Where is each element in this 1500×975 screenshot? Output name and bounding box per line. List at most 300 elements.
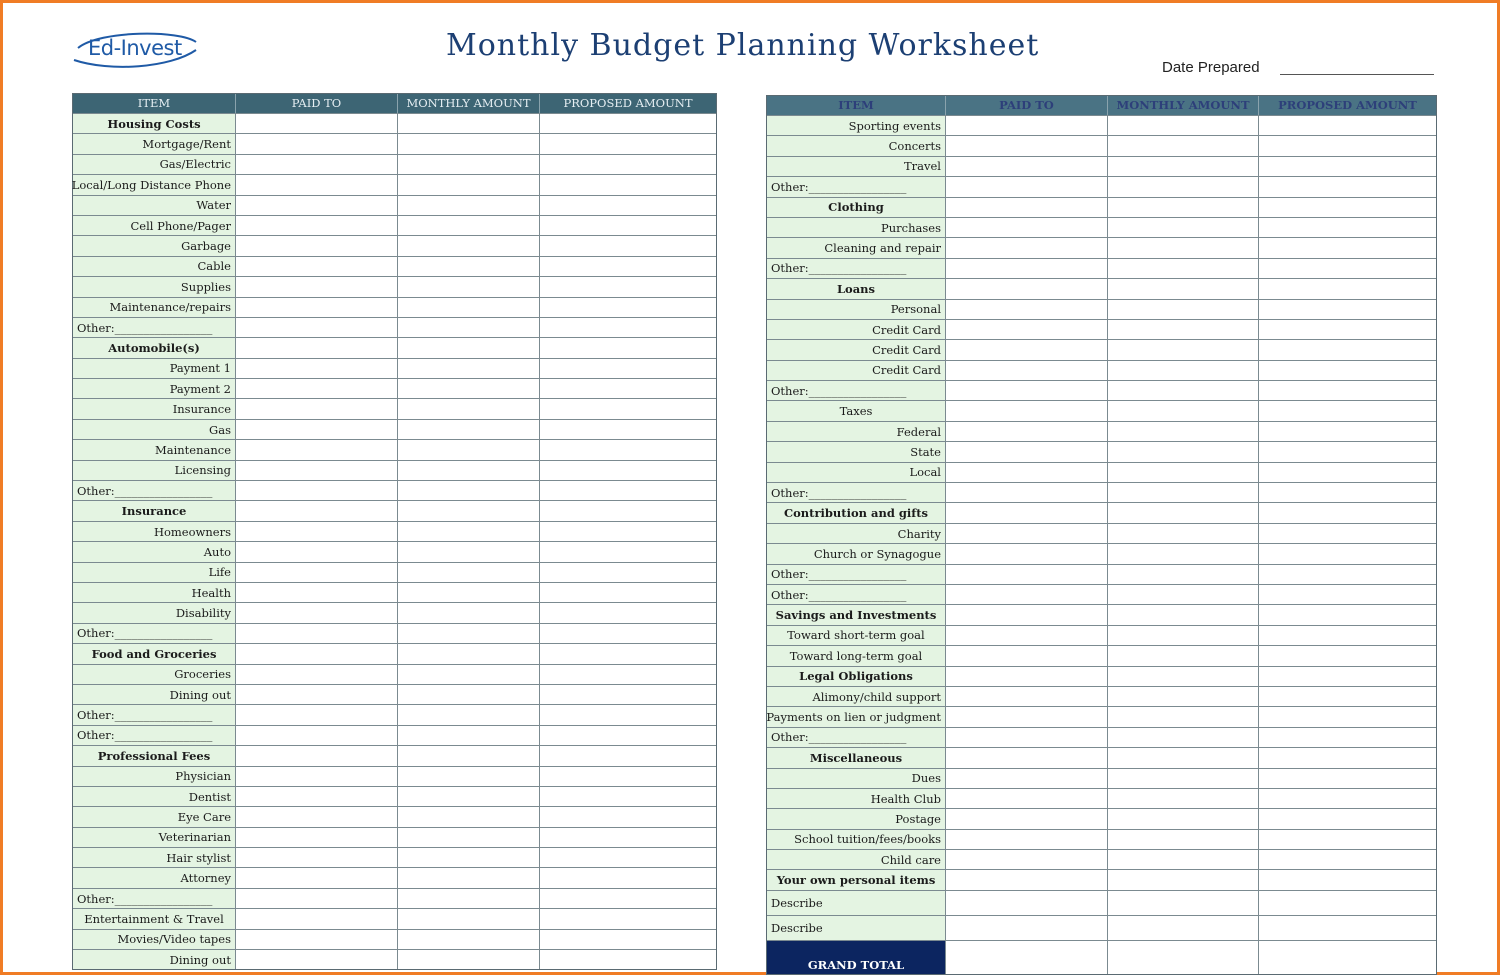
proposed-amount-cell[interactable] <box>540 318 716 337</box>
item-label: Other:_________________ <box>73 889 236 908</box>
paid-to-cell[interactable] <box>946 646 1108 665</box>
table-row <box>73 419 716 439</box>
table-row <box>767 237 1436 257</box>
proposed-amount-cell[interactable] <box>540 563 716 582</box>
paid-to-cell[interactable] <box>946 789 1108 808</box>
proposed-amount-cell[interactable] <box>1259 667 1436 686</box>
monthly-amount-cell[interactable] <box>1108 544 1259 563</box>
paid-to-cell[interactable] <box>236 705 398 724</box>
paid-to-cell[interactable] <box>236 522 398 541</box>
table-row <box>73 460 716 480</box>
item-label: Concerts <box>767 136 946 155</box>
proposed-amount-cell[interactable] <box>1259 198 1436 217</box>
monthly-amount-cell[interactable] <box>398 542 540 561</box>
paid-to-cell[interactable] <box>236 868 398 887</box>
table-row <box>767 915 1436 940</box>
proposed-amount-cell[interactable] <box>540 522 716 541</box>
proposed-amount-cell[interactable] <box>540 726 716 745</box>
monthly-amount-cell[interactable] <box>1108 340 1259 359</box>
paid-to-cell[interactable] <box>236 542 398 561</box>
table-row <box>767 727 1436 747</box>
proposed-amount-cell[interactable] <box>540 440 716 459</box>
monthly-amount-cell[interactable] <box>1108 687 1259 706</box>
monthly-amount-cell[interactable] <box>398 930 540 949</box>
proposed-amount-cell[interactable] <box>1259 136 1436 155</box>
paid-to-cell[interactable] <box>946 259 1108 278</box>
monthly-amount-cell[interactable] <box>1108 646 1259 665</box>
proposed-amount-cell[interactable] <box>540 868 716 887</box>
monthly-amount-cell[interactable] <box>1108 891 1259 915</box>
monthly-amount-cell[interactable] <box>398 359 540 378</box>
paid-to-cell[interactable] <box>236 563 398 582</box>
table-row <box>73 133 716 153</box>
paid-to-cell[interactable] <box>946 442 1108 461</box>
monthly-amount-cell[interactable] <box>398 461 540 480</box>
monthly-amount-cell[interactable] <box>1108 177 1259 196</box>
monthly-amount-cell[interactable] <box>398 685 540 704</box>
paid-to-cell[interactable] <box>946 300 1108 319</box>
paid-to-cell[interactable] <box>236 461 398 480</box>
paid-to-cell[interactable] <box>236 501 398 520</box>
item-label: Other:_________________ <box>73 481 236 500</box>
monthly-amount-cell[interactable] <box>1108 626 1259 645</box>
paid-to-cell[interactable] <box>236 624 398 643</box>
paid-to-cell[interactable] <box>946 116 1108 135</box>
proposed-amount-cell[interactable] <box>540 175 716 194</box>
proposed-amount-cell[interactable] <box>540 338 716 357</box>
paid-to-cell[interactable] <box>946 157 1108 176</box>
monthly-amount-cell[interactable] <box>1108 136 1259 155</box>
paid-to-cell[interactable] <box>236 746 398 765</box>
proposed-amount-cell[interactable] <box>540 767 716 786</box>
table-row <box>73 643 716 663</box>
proposed-amount-cell[interactable] <box>1259 728 1436 747</box>
proposed-amount-cell[interactable] <box>540 746 716 765</box>
monthly-amount-cell[interactable] <box>1108 320 1259 339</box>
proposed-amount-cell[interactable] <box>1259 238 1436 257</box>
paid-to-cell[interactable] <box>236 909 398 928</box>
monthly-amount-cell[interactable] <box>398 196 540 215</box>
proposed-amount-cell[interactable] <box>540 298 716 317</box>
paid-to-cell[interactable] <box>236 950 398 969</box>
proposed-amount-cell[interactable] <box>540 950 716 969</box>
monthly-amount-cell[interactable] <box>1108 279 1259 298</box>
proposed-amount-cell[interactable] <box>540 461 716 480</box>
monthly-amount-cell[interactable] <box>1108 789 1259 808</box>
paid-to-cell[interactable] <box>236 134 398 153</box>
paid-to-cell[interactable] <box>236 644 398 663</box>
monthly-amount-cell[interactable] <box>398 155 540 174</box>
proposed-amount-cell[interactable] <box>1259 279 1436 298</box>
item-label: Dining out <box>73 950 236 969</box>
paid-to-cell[interactable] <box>236 828 398 847</box>
monthly-amount-cell[interactable] <box>1108 941 1259 974</box>
monthly-amount-cell[interactable] <box>398 236 540 255</box>
item-label: Legal Obligations <box>767 667 946 686</box>
monthly-amount-cell[interactable] <box>398 134 540 153</box>
proposed-amount-cell[interactable] <box>1259 544 1436 563</box>
proposed-amount-cell[interactable] <box>1259 340 1436 359</box>
proposed-amount-cell[interactable] <box>540 420 716 439</box>
paid-to-cell[interactable] <box>236 216 398 235</box>
table-row <box>73 949 716 969</box>
monthly-amount-cell[interactable] <box>1108 667 1259 686</box>
paid-to-cell[interactable] <box>946 626 1108 645</box>
proposed-amount-cell[interactable] <box>1259 565 1436 584</box>
proposed-amount-cell[interactable] <box>540 583 716 602</box>
date-prepared-field[interactable] <box>1280 74 1434 75</box>
monthly-amount-cell[interactable] <box>398 624 540 643</box>
monthly-amount-cell[interactable] <box>398 746 540 765</box>
paid-to-cell[interactable] <box>236 114 398 133</box>
paid-to-cell[interactable] <box>946 218 1108 237</box>
proposed-amount-cell[interactable] <box>1259 463 1436 482</box>
proposed-amount-cell[interactable] <box>540 807 716 826</box>
proposed-amount-cell[interactable] <box>540 399 716 418</box>
proposed-amount-cell[interactable] <box>1259 381 1436 400</box>
paid-to-cell[interactable] <box>946 830 1108 849</box>
monthly-amount-cell[interactable] <box>1108 916 1259 940</box>
item-label: Credit Card <box>767 320 946 339</box>
proposed-amount-cell[interactable] <box>1259 809 1436 828</box>
paid-to-cell[interactable] <box>946 809 1108 828</box>
monthly-amount-cell[interactable] <box>398 501 540 520</box>
monthly-amount-cell[interactable] <box>1108 850 1259 869</box>
proposed-amount-cell[interactable] <box>1259 524 1436 543</box>
proposed-amount-cell[interactable] <box>1259 891 1436 915</box>
proposed-amount-cell[interactable] <box>1259 503 1436 522</box>
proposed-amount-cell[interactable] <box>1259 116 1436 135</box>
table-row <box>767 869 1436 889</box>
table-row <box>767 400 1436 420</box>
paid-to-cell[interactable] <box>236 583 398 602</box>
paid-to-cell[interactable] <box>946 728 1108 747</box>
paid-to-cell[interactable] <box>946 524 1108 543</box>
monthly-amount-cell[interactable] <box>1108 116 1259 135</box>
monthly-amount-cell[interactable] <box>398 705 540 724</box>
proposed-amount-cell[interactable] <box>540 379 716 398</box>
monthly-amount-cell[interactable] <box>1108 463 1259 482</box>
proposed-amount-cell[interactable] <box>540 665 716 684</box>
monthly-amount-cell[interactable] <box>398 665 540 684</box>
paid-to-cell[interactable] <box>946 605 1108 624</box>
proposed-amount-cell[interactable] <box>540 359 716 378</box>
paid-to-cell[interactable] <box>946 687 1108 706</box>
paid-to-cell[interactable] <box>946 870 1108 889</box>
monthly-amount-cell[interactable] <box>398 216 540 235</box>
proposed-amount-cell[interactable] <box>1259 218 1436 237</box>
paid-to-cell[interactable] <box>946 503 1108 522</box>
paid-to-cell[interactable] <box>946 361 1108 380</box>
proposed-amount-cell[interactable] <box>1259 320 1436 339</box>
paid-to-cell[interactable] <box>236 318 398 337</box>
table-row <box>73 154 716 174</box>
monthly-amount-cell[interactable] <box>1108 605 1259 624</box>
monthly-amount-cell[interactable] <box>398 603 540 622</box>
table-row <box>73 623 716 643</box>
item-label: Other:_________________ <box>767 177 946 196</box>
proposed-amount-cell[interactable] <box>540 603 716 622</box>
table-row <box>73 827 716 847</box>
table-row <box>767 543 1436 563</box>
paid-to-cell[interactable] <box>946 483 1108 502</box>
paid-to-cell[interactable] <box>236 338 398 357</box>
paid-to-cell[interactable] <box>946 198 1108 217</box>
proposed-amount-cell[interactable] <box>1259 789 1436 808</box>
monthly-amount-cell[interactable] <box>1108 809 1259 828</box>
item-label: Travel <box>767 157 946 176</box>
paid-to-cell[interactable] <box>236 685 398 704</box>
paid-to-cell[interactable] <box>946 320 1108 339</box>
paid-to-cell[interactable] <box>946 177 1108 196</box>
proposed-amount-cell[interactable] <box>540 787 716 806</box>
proposed-amount-cell[interactable] <box>1259 748 1436 767</box>
item-label: Miscellaneous <box>767 748 946 767</box>
proposed-amount-cell[interactable] <box>1259 707 1436 726</box>
proposed-amount-cell[interactable] <box>540 155 716 174</box>
paid-to-cell[interactable] <box>946 340 1108 359</box>
monthly-amount-cell[interactable] <box>1108 830 1259 849</box>
proposed-amount-cell[interactable] <box>540 216 716 235</box>
monthly-amount-cell[interactable] <box>1108 585 1259 604</box>
paid-to-cell[interactable] <box>236 848 398 867</box>
proposed-amount-cell[interactable] <box>540 624 716 643</box>
monthly-amount-cell[interactable] <box>1108 748 1259 767</box>
monthly-amount-cell[interactable] <box>398 889 540 908</box>
proposed-amount-cell[interactable] <box>540 134 716 153</box>
monthly-amount-cell[interactable] <box>398 298 540 317</box>
monthly-amount-cell[interactable] <box>1108 157 1259 176</box>
paid-to-cell[interactable] <box>236 257 398 276</box>
monthly-amount-cell[interactable] <box>398 257 540 276</box>
proposed-amount-cell[interactable] <box>540 909 716 928</box>
table-row <box>767 421 1436 441</box>
table-row <box>767 502 1436 522</box>
table-row <box>767 523 1436 543</box>
paid-to-cell[interactable] <box>236 196 398 215</box>
item-label: Cleaning and repair <box>767 238 946 257</box>
item-label: Gas/Electric <box>73 155 236 174</box>
proposed-amount-cell[interactable] <box>1259 850 1436 869</box>
proposed-amount-cell[interactable] <box>1259 687 1436 706</box>
table-row <box>73 256 716 276</box>
monthly-amount-cell[interactable] <box>398 583 540 602</box>
monthly-amount-cell[interactable] <box>1108 870 1259 889</box>
proposed-amount-cell[interactable] <box>540 889 716 908</box>
monthly-amount-cell[interactable] <box>1108 565 1259 584</box>
table-row <box>767 645 1436 665</box>
paid-to-cell[interactable] <box>946 850 1108 869</box>
paid-to-cell[interactable] <box>946 891 1108 915</box>
paid-to-cell[interactable] <box>236 767 398 786</box>
proposed-amount-cell[interactable] <box>1259 361 1436 380</box>
paid-to-cell[interactable] <box>236 155 398 174</box>
monthly-amount-cell[interactable] <box>1108 769 1259 788</box>
proposed-amount-cell[interactable] <box>1259 646 1436 665</box>
proposed-amount-cell[interactable] <box>540 196 716 215</box>
monthly-amount-cell[interactable] <box>1108 300 1259 319</box>
proposed-amount-cell[interactable] <box>540 277 716 296</box>
proposed-amount-cell[interactable] <box>1259 483 1436 502</box>
monthly-amount-cell[interactable] <box>1108 442 1259 461</box>
proposed-amount-cell[interactable] <box>1259 177 1436 196</box>
paid-to-cell[interactable] <box>236 175 398 194</box>
proposed-amount-cell[interactable] <box>1259 626 1436 645</box>
monthly-amount-cell[interactable] <box>398 481 540 500</box>
item-label: Water <box>73 196 236 215</box>
monthly-amount-cell[interactable] <box>1108 198 1259 217</box>
paid-to-cell[interactable] <box>946 238 1108 257</box>
proposed-amount-cell[interactable] <box>540 481 716 500</box>
monthly-amount-cell[interactable] <box>398 318 540 337</box>
paid-to-cell[interactable] <box>236 236 398 255</box>
monthly-amount-cell[interactable] <box>1108 503 1259 522</box>
paid-to-cell[interactable] <box>946 667 1108 686</box>
item-label: Payments on lien or judgment <box>767 707 946 726</box>
monthly-amount-cell[interactable] <box>398 379 540 398</box>
table-row <box>73 766 716 786</box>
date-prepared-label: Date Prepared <box>1162 59 1260 76</box>
item-label: Postage <box>767 809 946 828</box>
monthly-amount-cell[interactable] <box>1108 238 1259 257</box>
monthly-amount-cell[interactable] <box>1108 728 1259 747</box>
monthly-amount-cell[interactable] <box>398 848 540 867</box>
item-label: Charity <box>767 524 946 543</box>
paid-to-cell[interactable] <box>236 399 398 418</box>
monthly-amount-cell[interactable] <box>1108 707 1259 726</box>
item-label: Other:_________________ <box>767 381 946 400</box>
paid-to-cell[interactable] <box>946 401 1108 420</box>
paid-to-cell[interactable] <box>236 807 398 826</box>
item-label: Other:_________________ <box>767 585 946 604</box>
paid-to-cell[interactable] <box>946 769 1108 788</box>
proposed-amount-cell[interactable] <box>540 236 716 255</box>
paid-to-cell[interactable] <box>946 279 1108 298</box>
proposed-amount-cell[interactable] <box>1259 300 1436 319</box>
paid-to-cell[interactable] <box>236 481 398 500</box>
paid-to-cell[interactable] <box>236 420 398 439</box>
paid-to-cell[interactable] <box>236 787 398 806</box>
proposed-amount-cell[interactable] <box>1259 585 1436 604</box>
monthly-amount-cell[interactable] <box>1108 401 1259 420</box>
proposed-amount-cell[interactable] <box>1259 941 1436 974</box>
monthly-amount-cell[interactable] <box>398 522 540 541</box>
monthly-amount-cell[interactable] <box>398 114 540 133</box>
item-label: Supplies <box>73 277 236 296</box>
table-row <box>767 625 1436 645</box>
monthly-amount-cell[interactable] <box>398 338 540 357</box>
paid-to-cell[interactable] <box>236 277 398 296</box>
table-row <box>73 521 716 541</box>
paid-to-cell[interactable] <box>236 298 398 317</box>
proposed-amount-cell[interactable] <box>1259 422 1436 441</box>
paid-to-cell[interactable] <box>946 463 1108 482</box>
paid-to-cell[interactable] <box>236 665 398 684</box>
item-label: Local/Long Distance Phone <box>73 175 236 194</box>
monthly-amount-cell[interactable] <box>398 909 540 928</box>
monthly-amount-cell[interactable] <box>398 787 540 806</box>
monthly-amount-cell[interactable] <box>398 277 540 296</box>
monthly-amount-cell[interactable] <box>398 807 540 826</box>
proposed-amount-cell[interactable] <box>1259 870 1436 889</box>
monthly-amount-cell[interactable] <box>1108 218 1259 237</box>
monthly-amount-cell[interactable] <box>398 767 540 786</box>
item-label: Payment 1 <box>73 359 236 378</box>
proposed-amount-cell[interactable] <box>540 848 716 867</box>
paid-to-cell[interactable] <box>946 544 1108 563</box>
monthly-amount-cell[interactable] <box>1108 381 1259 400</box>
item-label: Other:_________________ <box>767 259 946 278</box>
item-label: Garbage <box>73 236 236 255</box>
paid-to-cell[interactable] <box>946 707 1108 726</box>
proposed-amount-cell[interactable] <box>1259 401 1436 420</box>
proposed-amount-cell[interactable] <box>540 685 716 704</box>
proposed-amount-cell[interactable] <box>540 644 716 663</box>
monthly-amount-cell[interactable] <box>398 868 540 887</box>
proposed-amount-cell[interactable] <box>540 930 716 949</box>
monthly-amount-cell[interactable] <box>398 175 540 194</box>
proposed-amount-cell[interactable] <box>1259 830 1436 849</box>
paid-to-cell[interactable] <box>236 889 398 908</box>
monthly-amount-cell[interactable] <box>1108 422 1259 441</box>
paid-to-cell[interactable] <box>946 381 1108 400</box>
monthly-amount-cell[interactable] <box>398 420 540 439</box>
proposed-amount-cell[interactable] <box>540 828 716 847</box>
paid-to-cell[interactable] <box>946 916 1108 940</box>
item-label: Other:_________________ <box>767 565 946 584</box>
monthly-amount-cell[interactable] <box>398 440 540 459</box>
paid-to-cell[interactable] <box>236 379 398 398</box>
monthly-amount-cell[interactable] <box>1108 524 1259 543</box>
monthly-amount-cell[interactable] <box>1108 259 1259 278</box>
paid-to-cell[interactable] <box>236 726 398 745</box>
monthly-amount-cell[interactable] <box>398 563 540 582</box>
paid-to-cell[interactable] <box>946 748 1108 767</box>
proposed-amount-cell[interactable] <box>540 114 716 133</box>
monthly-amount-cell[interactable] <box>398 950 540 969</box>
proposed-amount-cell[interactable] <box>1259 259 1436 278</box>
monthly-amount-cell[interactable] <box>398 399 540 418</box>
paid-to-cell[interactable] <box>236 359 398 378</box>
item-label: Health <box>73 583 236 602</box>
monthly-amount-cell[interactable] <box>398 644 540 663</box>
table-row <box>767 319 1436 339</box>
proposed-amount-cell[interactable] <box>540 705 716 724</box>
monthly-amount-cell[interactable] <box>398 726 540 745</box>
monthly-amount-cell[interactable] <box>1108 483 1259 502</box>
header-monthly-amount: MONTHLY AMOUNT <box>1108 96 1259 115</box>
proposed-amount-cell[interactable] <box>540 501 716 520</box>
paid-to-cell[interactable] <box>946 136 1108 155</box>
paid-to-cell[interactable] <box>946 585 1108 604</box>
proposed-amount-cell[interactable] <box>1259 916 1436 940</box>
proposed-amount-cell[interactable] <box>1259 442 1436 461</box>
proposed-amount-cell[interactable] <box>1259 157 1436 176</box>
proposed-amount-cell[interactable] <box>1259 605 1436 624</box>
monthly-amount-cell[interactable] <box>398 828 540 847</box>
paid-to-cell[interactable] <box>946 941 1108 974</box>
paid-to-cell[interactable] <box>946 565 1108 584</box>
paid-to-cell[interactable] <box>236 603 398 622</box>
proposed-amount-cell[interactable] <box>540 257 716 276</box>
item-label: Automobile(s) <box>73 338 236 357</box>
paid-to-cell[interactable] <box>946 422 1108 441</box>
proposed-amount-cell[interactable] <box>540 542 716 561</box>
paid-to-cell[interactable] <box>236 930 398 949</box>
proposed-amount-cell[interactable] <box>1259 769 1436 788</box>
paid-to-cell[interactable] <box>236 440 398 459</box>
monthly-amount-cell[interactable] <box>1108 361 1259 380</box>
